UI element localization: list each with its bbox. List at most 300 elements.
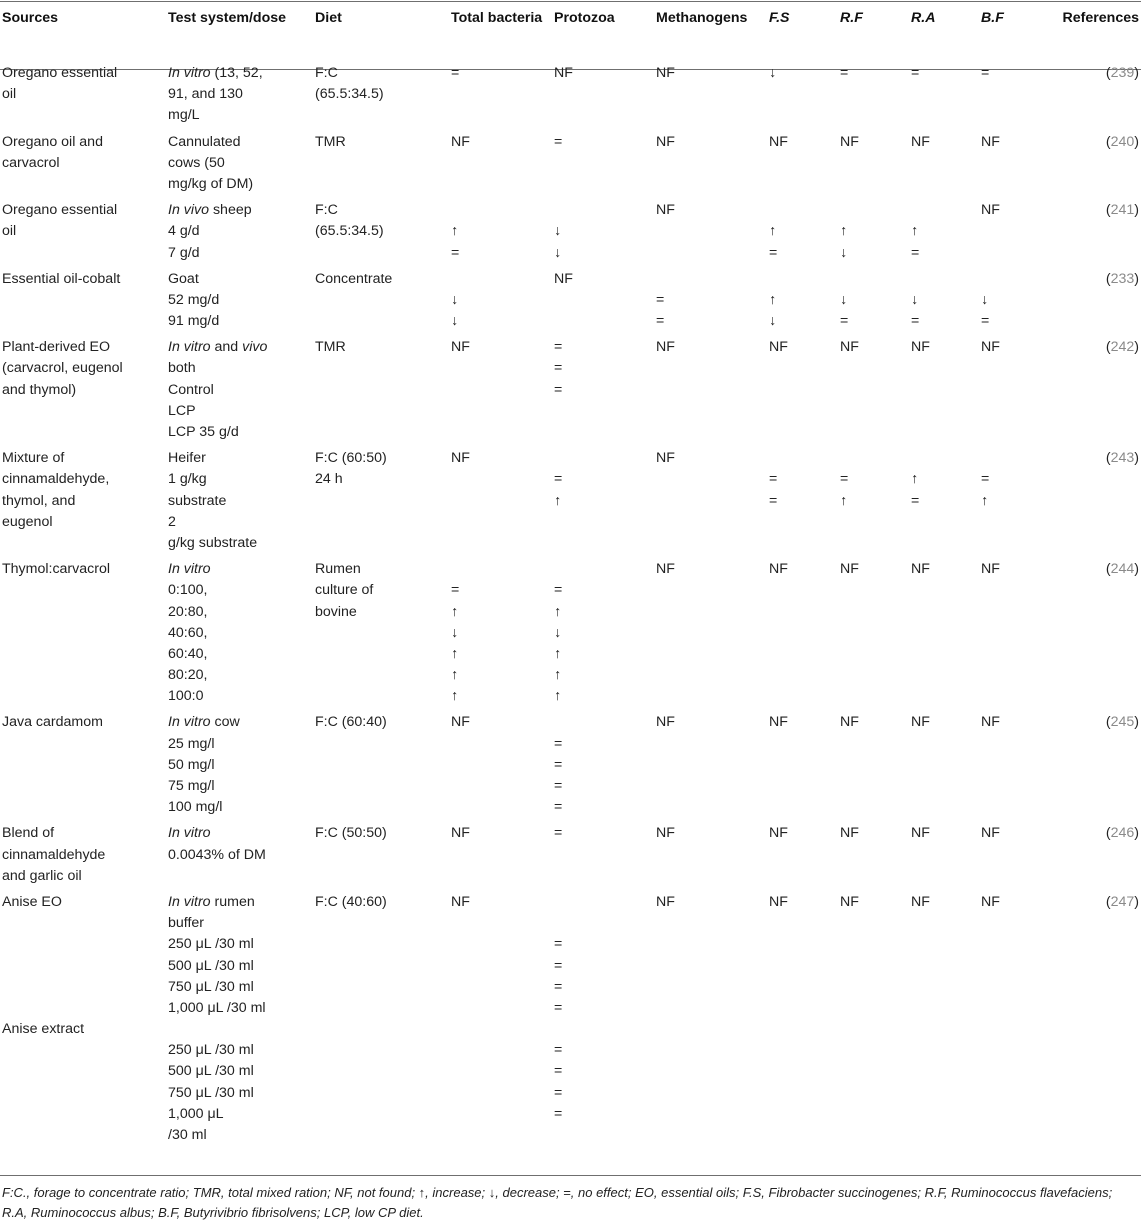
cell-line: ↓ xyxy=(554,244,562,261)
col-header-methanogens: Methanogens xyxy=(656,10,748,26)
ra-cell xyxy=(909,559,979,712)
cell-line: = xyxy=(554,799,563,816)
test-system-cell xyxy=(166,823,313,892)
total-bacteria-cell xyxy=(449,712,552,823)
cell-line: F:C (50:50) xyxy=(315,825,387,842)
cell-line: F:C (60:40) xyxy=(315,714,387,731)
test-system-cell xyxy=(166,269,313,338)
cell-line: = xyxy=(554,381,563,398)
cell-line: F:C (60:50) xyxy=(315,450,387,467)
col-header-total-bacteria: Total bacteria xyxy=(451,10,543,26)
cell-line: NF xyxy=(981,561,1000,578)
cell-line: 100:0 xyxy=(168,688,204,705)
cell-line: = xyxy=(554,360,563,377)
cell-line: Heifer xyxy=(168,450,206,467)
cell-line: Essential oil-cobalt xyxy=(2,270,121,287)
cell-line: = xyxy=(554,1105,563,1122)
ra-cell xyxy=(909,269,979,338)
cell-line xyxy=(840,269,909,290)
reference-link[interactable]: 244 xyxy=(1110,561,1135,578)
cell-line: NF xyxy=(656,561,675,578)
cell-line: ↓ xyxy=(840,244,848,261)
cell-line: ↑ xyxy=(840,492,848,509)
cell-line: = xyxy=(981,65,990,81)
cell-line: = xyxy=(840,471,849,488)
cell-line: ↑ xyxy=(554,603,562,620)
rf-cell xyxy=(838,448,909,559)
cell-line: bovine xyxy=(315,603,357,620)
cell-line: thymol, and xyxy=(2,492,76,509)
reference-cell: (233) xyxy=(1105,270,1139,287)
header-row xyxy=(0,8,1143,63)
ra-cell xyxy=(909,712,979,823)
cell-line: = xyxy=(554,471,563,488)
methanogens-cell xyxy=(654,132,767,201)
cell-line: = xyxy=(656,291,665,308)
cell-line xyxy=(554,913,654,934)
fs-cell xyxy=(767,559,838,712)
cell-line: 75 mg/l xyxy=(168,778,215,794)
cell-line: NF xyxy=(451,339,470,356)
cell-line: ↓ xyxy=(451,291,459,308)
cell-line: carvacrol xyxy=(2,154,60,171)
col-header-fs: F.S xyxy=(769,10,790,26)
cell-line: 250 μL /30 ml xyxy=(168,1042,254,1059)
cell-line: = xyxy=(554,582,563,599)
cell-line: = xyxy=(656,313,665,330)
source-cell xyxy=(0,559,166,712)
reference-cell: (241) xyxy=(1105,202,1139,219)
test-system-cell xyxy=(166,892,313,1151)
table-row xyxy=(0,559,1143,712)
cell-line: TMR xyxy=(315,133,346,150)
diet-cell xyxy=(313,63,449,132)
cell-line xyxy=(911,269,979,290)
reference-link[interactable]: 245 xyxy=(1110,714,1135,731)
cell-line xyxy=(451,269,552,290)
methanogens-cell xyxy=(654,823,767,892)
cell-line: In vitro xyxy=(168,825,211,842)
total-bacteria-cell xyxy=(449,559,552,712)
total-bacteria-cell xyxy=(449,337,552,448)
total-bacteria-cell xyxy=(449,823,552,892)
source-cell xyxy=(0,269,166,338)
cell-line: ↑ xyxy=(840,223,848,240)
test-system-cell xyxy=(166,337,313,448)
table-row xyxy=(0,132,1143,201)
cell-line: ↑ xyxy=(451,688,459,705)
cell-line: 100 mg/l xyxy=(168,799,223,816)
reference-link[interactable]: 233 xyxy=(1110,270,1135,287)
ra-cell xyxy=(909,823,979,892)
cell-line: NF xyxy=(981,339,1000,356)
bottom-rule xyxy=(0,1175,1141,1176)
cell-line xyxy=(554,559,654,580)
cell-line: Concentrate xyxy=(315,270,393,287)
cell-line: NF xyxy=(656,202,675,219)
reference-link[interactable]: 247 xyxy=(1110,893,1135,910)
methanogens-cell xyxy=(654,559,767,712)
source-cell xyxy=(0,63,166,132)
cell-line: NF xyxy=(911,133,930,150)
cell-line: NF xyxy=(769,133,788,150)
cell-line: NF xyxy=(911,339,930,356)
cell-line: g/kg substrate xyxy=(168,534,258,551)
ra-cell xyxy=(909,337,979,448)
bf-cell xyxy=(979,337,1052,448)
fs-cell xyxy=(767,712,838,823)
bf-cell xyxy=(979,63,1052,132)
methanogens-cell xyxy=(654,448,767,559)
cell-line: = xyxy=(911,65,920,81)
diet-cell xyxy=(313,269,449,338)
cell-line: = xyxy=(911,492,920,509)
cell-line: 0:100, xyxy=(168,582,208,599)
diet-cell xyxy=(313,448,449,559)
cell-line: ↓ xyxy=(554,223,562,240)
col-header-bf: B.F xyxy=(981,10,1004,26)
test-system-cell xyxy=(166,63,313,132)
cell-line xyxy=(2,913,166,934)
col-header-diet: Diet xyxy=(315,10,342,26)
cell-line xyxy=(554,892,654,913)
protozoa-cell xyxy=(552,712,654,823)
table-row xyxy=(0,337,1143,448)
cell-line: F:C (40:60) xyxy=(315,893,387,910)
methanogens-cell xyxy=(654,269,767,338)
reference-cell: (242) xyxy=(1105,339,1139,356)
bf-cell xyxy=(979,448,1052,559)
cell-line: = xyxy=(451,65,460,81)
reference-link[interactable]: 243 xyxy=(1110,450,1135,467)
fs-cell xyxy=(767,892,838,1151)
cell-line: 750 μL /30 ml xyxy=(168,978,254,995)
source-cell xyxy=(0,712,166,823)
table-row xyxy=(0,269,1143,338)
cell-line: 1 g/kg xyxy=(168,471,207,488)
cell-line xyxy=(451,559,552,580)
cell-line: = xyxy=(554,778,563,794)
cell-line: 91 mg/d xyxy=(168,313,220,330)
methanogens-cell xyxy=(654,712,767,823)
reference-link[interactable]: 242 xyxy=(1110,339,1135,356)
cell-line: NF xyxy=(554,270,573,287)
cell-line: ↑ xyxy=(554,645,562,662)
cell-line: NF xyxy=(840,893,859,910)
cell-line: ↑ xyxy=(451,645,459,662)
source-cell xyxy=(0,200,166,269)
cell-line: NF xyxy=(451,450,470,467)
ra-cell xyxy=(909,132,979,201)
diet-cell xyxy=(313,892,449,1151)
ra-cell xyxy=(909,63,979,132)
cell-line: NF xyxy=(451,133,470,150)
cell-line: ↑ xyxy=(554,688,562,705)
methanogens-cell xyxy=(654,892,767,1151)
cell-line: Oregano oil and xyxy=(2,133,103,150)
ra-cell xyxy=(909,200,979,269)
rf-cell xyxy=(838,200,909,269)
cell-line: Java cardamom xyxy=(2,714,103,731)
cell-line xyxy=(911,448,979,469)
protozoa-cell xyxy=(552,892,654,1151)
total-bacteria-cell xyxy=(449,132,552,201)
reference-link[interactable]: 240 xyxy=(1110,133,1135,150)
cell-line: 50 mg/l xyxy=(168,756,215,773)
col-header-test-system: Test system/dose xyxy=(168,10,287,26)
cell-line: ↓ xyxy=(981,291,989,308)
test-system-cell xyxy=(166,132,313,201)
reference-link[interactable]: 246 xyxy=(1110,825,1135,842)
ra-cell xyxy=(909,892,979,1151)
methanogens-cell xyxy=(654,63,767,132)
cell-line: ↓ xyxy=(769,313,777,330)
cell-line: 60:40, xyxy=(168,645,208,662)
cell-line: = xyxy=(554,978,563,995)
cell-line xyxy=(840,448,909,469)
cell-line: ↓ xyxy=(911,291,919,308)
rf-cell xyxy=(838,63,909,132)
rf-cell xyxy=(838,337,909,448)
col-header-sources: Sources xyxy=(2,10,58,26)
cell-line: In vitro and vivo xyxy=(168,339,268,356)
cell-line: Oregano essential xyxy=(2,202,118,219)
cell-line: TMR xyxy=(315,339,346,356)
col-header-rf: R.F xyxy=(840,10,863,26)
cell-line xyxy=(656,269,767,290)
cell-line: 20:80, xyxy=(168,603,208,620)
cell-line xyxy=(911,200,979,221)
cell-line: = xyxy=(911,313,920,330)
cell-line: LCP xyxy=(168,402,196,419)
reference-cell: (247) xyxy=(1105,893,1139,910)
bf-cell xyxy=(979,823,1052,892)
cell-line: (carvacrol, eugenol xyxy=(2,360,123,377)
table-row xyxy=(0,712,1143,823)
ra-cell xyxy=(909,448,979,559)
bf-cell xyxy=(979,269,1052,338)
cell-line: = xyxy=(981,471,990,488)
table-row xyxy=(0,448,1143,559)
diet-cell xyxy=(313,712,449,823)
cell-line: ↑ xyxy=(769,223,777,240)
cell-line: NF xyxy=(981,133,1000,150)
diet-cell xyxy=(313,200,449,269)
protozoa-cell xyxy=(552,448,654,559)
cell-line xyxy=(981,448,1052,469)
cell-line: = xyxy=(554,735,563,752)
cell-line: ↑ xyxy=(911,223,919,240)
cell-line: = xyxy=(840,65,849,81)
cell-line: ↓ xyxy=(769,65,777,81)
cell-line: buffer xyxy=(168,915,205,932)
cell-line: 25 mg/l xyxy=(168,735,215,752)
cell-line: In vitro rumen xyxy=(168,893,255,910)
table-row xyxy=(0,200,1143,269)
fs-cell xyxy=(767,823,838,892)
cell-line: = xyxy=(554,825,563,842)
cell-line: NF xyxy=(981,825,1000,842)
diet-cell xyxy=(313,132,449,201)
cell-line: 2 xyxy=(168,513,176,530)
cell-line: ↓ xyxy=(554,624,562,641)
cell-line: = xyxy=(911,244,920,261)
table-row xyxy=(0,892,1143,1151)
reference-link[interactable]: 239 xyxy=(1110,65,1135,81)
cell-line: ↑ xyxy=(911,471,919,488)
table-row xyxy=(0,63,1143,132)
cell-line: oil xyxy=(2,223,17,240)
cell-line: eugenol xyxy=(2,513,53,530)
cell-line xyxy=(554,448,654,469)
cell-line: ↑ xyxy=(451,603,459,620)
cell-line: NF xyxy=(840,133,859,150)
cell-line: NF xyxy=(656,714,675,731)
cell-line: (65.5:34.5) xyxy=(315,86,384,103)
protozoa-cell xyxy=(552,63,654,132)
cell-line: NF xyxy=(451,893,470,910)
cell-line: ↓ xyxy=(840,291,848,308)
cell-line: NF xyxy=(656,65,675,81)
protozoa-cell xyxy=(552,132,654,201)
cell-line xyxy=(451,200,552,221)
test-system-cell xyxy=(166,448,313,559)
cell-line xyxy=(840,200,909,221)
protozoa-cell xyxy=(552,200,654,269)
table-row xyxy=(0,823,1143,892)
cell-line xyxy=(168,1019,313,1040)
reference-cell: (245) xyxy=(1105,714,1139,731)
data-table xyxy=(0,8,1143,1151)
cell-line: NF xyxy=(769,714,788,731)
cell-line: NF xyxy=(656,133,675,150)
cell-line: 80:20, xyxy=(168,667,208,684)
cell-line: F:C xyxy=(315,202,338,219)
cell-line: NF xyxy=(840,825,859,842)
cell-line: Anise EO xyxy=(2,893,62,910)
cell-line xyxy=(981,269,1052,290)
cell-line: = xyxy=(451,582,460,599)
cell-line: = xyxy=(554,339,563,356)
total-bacteria-cell xyxy=(449,892,552,1151)
rf-cell xyxy=(838,712,909,823)
cell-line: oil xyxy=(2,86,17,103)
cell-line: ↓ xyxy=(451,624,459,641)
total-bacteria-cell xyxy=(449,63,552,132)
cell-line: = xyxy=(554,999,563,1016)
table-footnote: F:C., forage to concentrate ratio; TMR, total mixed ration; NF, not found; ↑, increase; ↓, decrease; =, no effect; EO, essential oils; F.S, Fibrobacter succinogenes; R.F, Ruminococcus flavefaciens; R.A, Ruminococcus albus; B.F, Butyrivibrio fibrisolvens; LCP, low CP diet. xyxy=(2,1185,1113,1220)
diet-cell xyxy=(313,337,449,448)
cell-line xyxy=(2,998,166,1019)
col-header-protozoa: Protozoa xyxy=(554,10,615,26)
cell-line: /30 ml xyxy=(168,1127,207,1143)
cell-line: Anise extract xyxy=(2,1021,85,1038)
cell-line: = xyxy=(554,133,563,150)
cell-line: ↑ xyxy=(981,492,989,509)
cell-line: = xyxy=(451,244,460,261)
cell-line: 0.0043% of DM xyxy=(168,846,266,863)
col-header-ra: R.A xyxy=(911,10,936,26)
fs-cell xyxy=(767,269,838,338)
cell-line xyxy=(554,200,654,221)
cell-line: 91, and 130 xyxy=(168,86,243,103)
cell-line: ↓ xyxy=(451,313,459,330)
cell-line xyxy=(2,934,166,955)
cell-line: NF xyxy=(840,339,859,356)
diet-cell xyxy=(313,559,449,712)
cell-line: NF xyxy=(981,893,1000,910)
cell-line: NF xyxy=(769,893,788,910)
source-cell xyxy=(0,337,166,448)
cell-line: (65.5:34.5) xyxy=(315,223,384,240)
cell-line: 24 h xyxy=(315,471,343,488)
test-system-cell xyxy=(166,200,313,269)
cell-line: = xyxy=(769,471,778,488)
protozoa-cell xyxy=(552,823,654,892)
cell-line: 1,000 μL xyxy=(168,1105,224,1122)
protozoa-cell xyxy=(552,269,654,338)
cell-line: F:C xyxy=(315,65,338,81)
cell-line: In vitro (13, 52, xyxy=(168,65,263,81)
diet-cell xyxy=(313,823,449,892)
cell-line: 7 g/d xyxy=(168,244,200,261)
cell-line: ↑ xyxy=(769,291,777,308)
cell-line: NF xyxy=(451,825,470,842)
cell-line: cinnamaldehyde xyxy=(2,846,106,863)
rf-cell xyxy=(838,132,909,201)
cell-line: NF xyxy=(769,561,788,578)
cell-line: culture of xyxy=(315,582,374,599)
methanogens-cell xyxy=(654,200,767,269)
total-bacteria-cell xyxy=(449,448,552,559)
reference-link[interactable]: 241 xyxy=(1110,202,1135,219)
methanogens-cell xyxy=(654,337,767,448)
cell-line: = xyxy=(769,492,778,509)
cell-line: 750 μL /30 ml xyxy=(168,1084,254,1101)
fs-cell xyxy=(767,63,838,132)
fs-cell xyxy=(767,132,838,201)
cell-line: Control xyxy=(168,381,214,398)
cell-line: NF xyxy=(981,202,1000,219)
cell-line: ↑ xyxy=(451,223,459,240)
source-cell xyxy=(0,892,166,1151)
cell-line: Goat xyxy=(168,270,199,287)
cell-line: 250 μL /30 ml xyxy=(168,936,254,953)
reference-cell: (244) xyxy=(1105,561,1139,578)
fs-cell xyxy=(767,448,838,559)
bf-cell xyxy=(979,200,1052,269)
cell-line xyxy=(769,448,838,469)
cell-line: ↑ xyxy=(554,667,562,684)
cell-line: = xyxy=(554,1063,563,1080)
cell-line: 40:60, xyxy=(168,624,208,641)
cell-line: In vitro xyxy=(168,561,211,578)
cell-line: Oregano essential xyxy=(2,65,118,81)
test-system-cell xyxy=(166,712,313,823)
source-cell xyxy=(0,448,166,559)
cell-line xyxy=(554,1019,654,1040)
protozoa-cell xyxy=(552,559,654,712)
rf-cell xyxy=(838,559,909,712)
cell-line: = xyxy=(554,936,563,953)
cell-line: LCP 35 g/d xyxy=(168,424,239,440)
cell-line: NF xyxy=(656,893,675,910)
cell-line: both xyxy=(168,360,196,377)
bf-cell xyxy=(979,132,1052,201)
cell-line: NF xyxy=(451,714,470,731)
protozoa-cell xyxy=(552,337,654,448)
cell-line: = xyxy=(981,313,990,330)
